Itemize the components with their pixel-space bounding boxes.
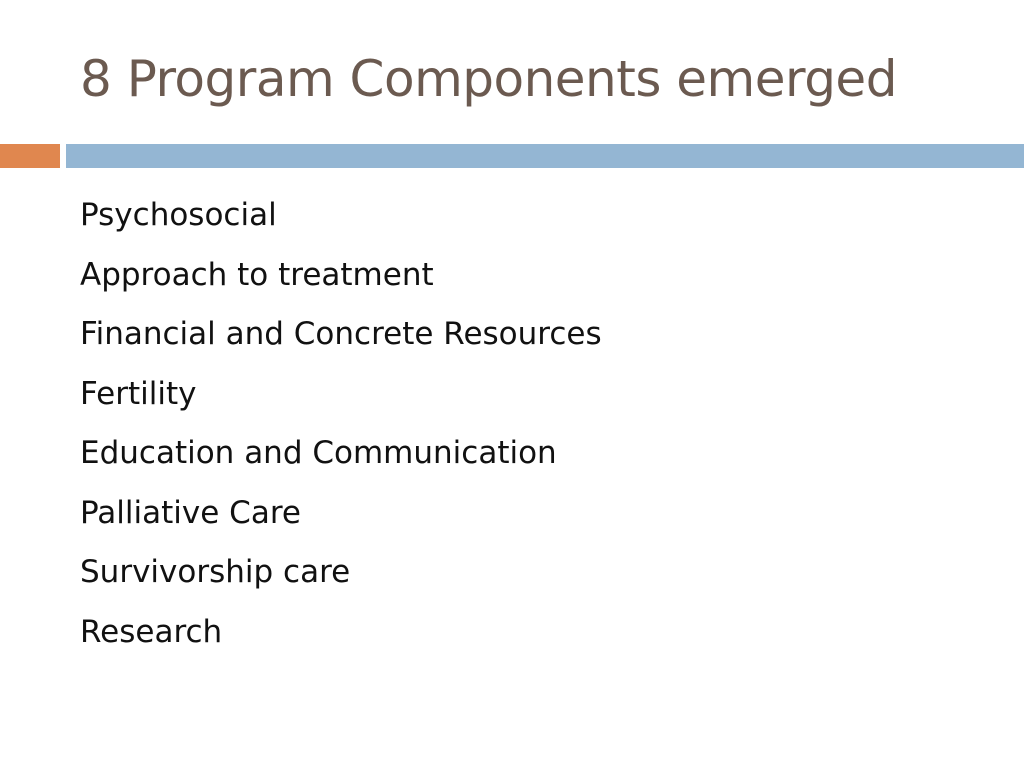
list-item: Financial and Concrete Resources bbox=[80, 316, 602, 352]
list-item: Approach to treatment bbox=[80, 256, 434, 293]
list-item: Psychosocial bbox=[80, 197, 277, 233]
list-item: Survivorship care bbox=[80, 554, 351, 590]
list-item: Research bbox=[80, 613, 223, 650]
slide-title: 8 Program Components emerged bbox=[80, 50, 897, 108]
component-list bbox=[80, 186, 602, 662]
list-item: Fertility bbox=[80, 375, 197, 412]
list-item: Palliative Care bbox=[80, 494, 301, 531]
accent-bar-blue bbox=[66, 144, 1024, 168]
list-item: Education and Communication bbox=[80, 435, 557, 471]
accent-bar-orange bbox=[0, 144, 60, 168]
